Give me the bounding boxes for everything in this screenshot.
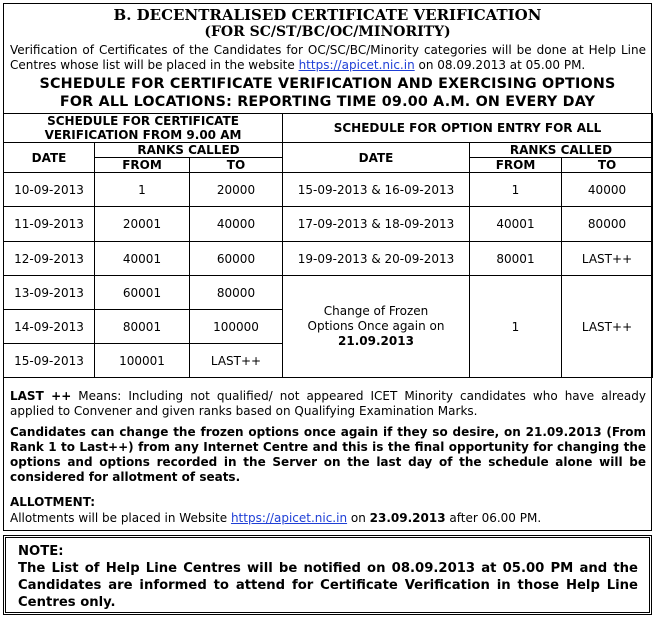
col-to: TO xyxy=(190,158,283,173)
change-frozen-options-cell xyxy=(283,276,470,378)
change-to: LAST++ xyxy=(562,276,653,378)
change-from: 1 xyxy=(470,276,562,378)
option-from: 1 xyxy=(470,173,562,207)
option-date: 17-09-2013 & 18-09-2013 xyxy=(283,207,470,242)
verification-to: 40000 xyxy=(190,207,283,242)
allotment-heading: ALLOTMENT: xyxy=(10,495,96,509)
intro-website-link[interactable]: https://apicet.nic.in xyxy=(298,58,415,72)
option-to: LAST++ xyxy=(562,242,653,276)
change-frozen-options-text: Change of Frozen Options Once again on xyxy=(307,304,445,333)
verification-from: 100001 xyxy=(95,344,190,378)
change-options-paragraph: Candidates can change the frozen options once again if they so desire, on 21.09.2013 (From Rank 1 to Last++) from any Internet Centre and this is the final opportunity for changing the options and options recorded in the Server on the last day of the schedule alone will be considered for allotment of seats. xyxy=(10,425,646,484)
col-date: DATE xyxy=(4,143,95,173)
option-from: 40001 xyxy=(470,207,562,242)
schedule-table xyxy=(3,113,653,378)
verification-to: 100000 xyxy=(190,310,283,344)
change-frozen-options-date: 21.09.2013 xyxy=(338,334,414,348)
option-to: 80000 xyxy=(562,207,653,242)
verification-date: 12-09-2013 xyxy=(4,242,95,276)
col-from: FROM xyxy=(95,158,190,173)
verification-date: 11-09-2013 xyxy=(4,207,95,242)
last-plus-label: LAST ++ xyxy=(10,389,72,403)
verification-to: 80000 xyxy=(190,276,283,310)
table-row xyxy=(4,242,653,276)
verification-date: 10-09-2013 xyxy=(4,173,95,207)
note-text: The List of Help Line Centres will be notified on 08.09.2013 at 05.00 PM and the Candidates are informed to attend for Certificate Verification in those Help Line Centres only. xyxy=(18,561,638,610)
verification-to: 20000 xyxy=(190,173,283,207)
verification-to: 60000 xyxy=(190,242,283,276)
col-option-ranks-called: RANKS CALLED xyxy=(470,143,653,158)
verification-from: 1 xyxy=(95,173,190,207)
option-date: 19-09-2013 & 20-09-2013 xyxy=(283,242,470,276)
intro-paragraph xyxy=(10,43,646,73)
col-ranks-called: RANKS CALLED xyxy=(95,143,283,158)
last-plus-note xyxy=(10,389,646,419)
verification-to: LAST++ xyxy=(190,344,283,378)
allotment-text-mid: on xyxy=(347,511,370,525)
note-box xyxy=(3,535,652,615)
verification-from: 20001 xyxy=(95,207,190,242)
verification-heading: SCHEDULE FOR CERTIFICATE VERIFICATION FROM 9.00 AM xyxy=(4,114,283,143)
allotment-date: 23.09.2013 xyxy=(369,511,446,525)
intro-text: Verification of Certificates of the Candidates for OC/SC/BC/Minority categories will be done at Help Line Centres whose list will be placed in the website xyxy=(10,43,646,72)
verification-date: 15-09-2013 xyxy=(4,344,95,378)
verification-date: 14-09-2013 xyxy=(4,310,95,344)
note-label: NOTE: xyxy=(18,544,64,559)
allotment-website-link[interactable]: https://apicet.nic.in xyxy=(230,511,348,525)
verification-from: 60001 xyxy=(95,276,190,310)
option-to: 40000 xyxy=(562,173,653,207)
verification-date: 13-09-2013 xyxy=(4,276,95,310)
option-entry-heading: SCHEDULE FOR OPTION ENTRY FOR ALL xyxy=(283,114,653,143)
option-from: 80001 xyxy=(470,242,562,276)
intro-text-end: on 08.09.2013 at 05.00 PM. xyxy=(414,58,586,72)
section-subtitle: (FOR SC/ST/BC/OC/MINORITY) xyxy=(204,24,451,40)
option-date: 15-09-2013 & 16-09-2013 xyxy=(283,173,470,207)
allotment-paragraph xyxy=(10,511,646,526)
verification-from: 40001 xyxy=(95,242,190,276)
col-option-date: DATE xyxy=(283,143,470,173)
last-plus-text: Means: Including not qualified/ not appeared ICET Minority candidates who have already applied to Convener and given ranks based on Qualifying Examination Marks. xyxy=(10,389,646,418)
table-row xyxy=(4,276,653,310)
allotment-text-end: after 06.00 PM. xyxy=(445,511,542,525)
schedule-heading-line2: FOR ALL LOCATIONS: REPORTING TIME 09.00 A.M. ON EVERY DAY xyxy=(59,94,596,110)
table-row xyxy=(4,207,653,242)
schedule-heading-line1: SCHEDULE FOR CERTIFICATE VERIFICATION AND EXERCISING OPTIONS xyxy=(39,76,616,92)
schedule-heading xyxy=(0,75,655,111)
col-option-from: FROM xyxy=(470,158,562,173)
verification-from: 80001 xyxy=(95,310,190,344)
section-title: B. DECENTRALISED CERTIFICATE VERIFICATION xyxy=(113,6,542,24)
table-row xyxy=(4,173,653,207)
col-option-to: TO xyxy=(562,158,653,173)
allotment-text: Allotments will be placed in Website xyxy=(10,511,231,525)
